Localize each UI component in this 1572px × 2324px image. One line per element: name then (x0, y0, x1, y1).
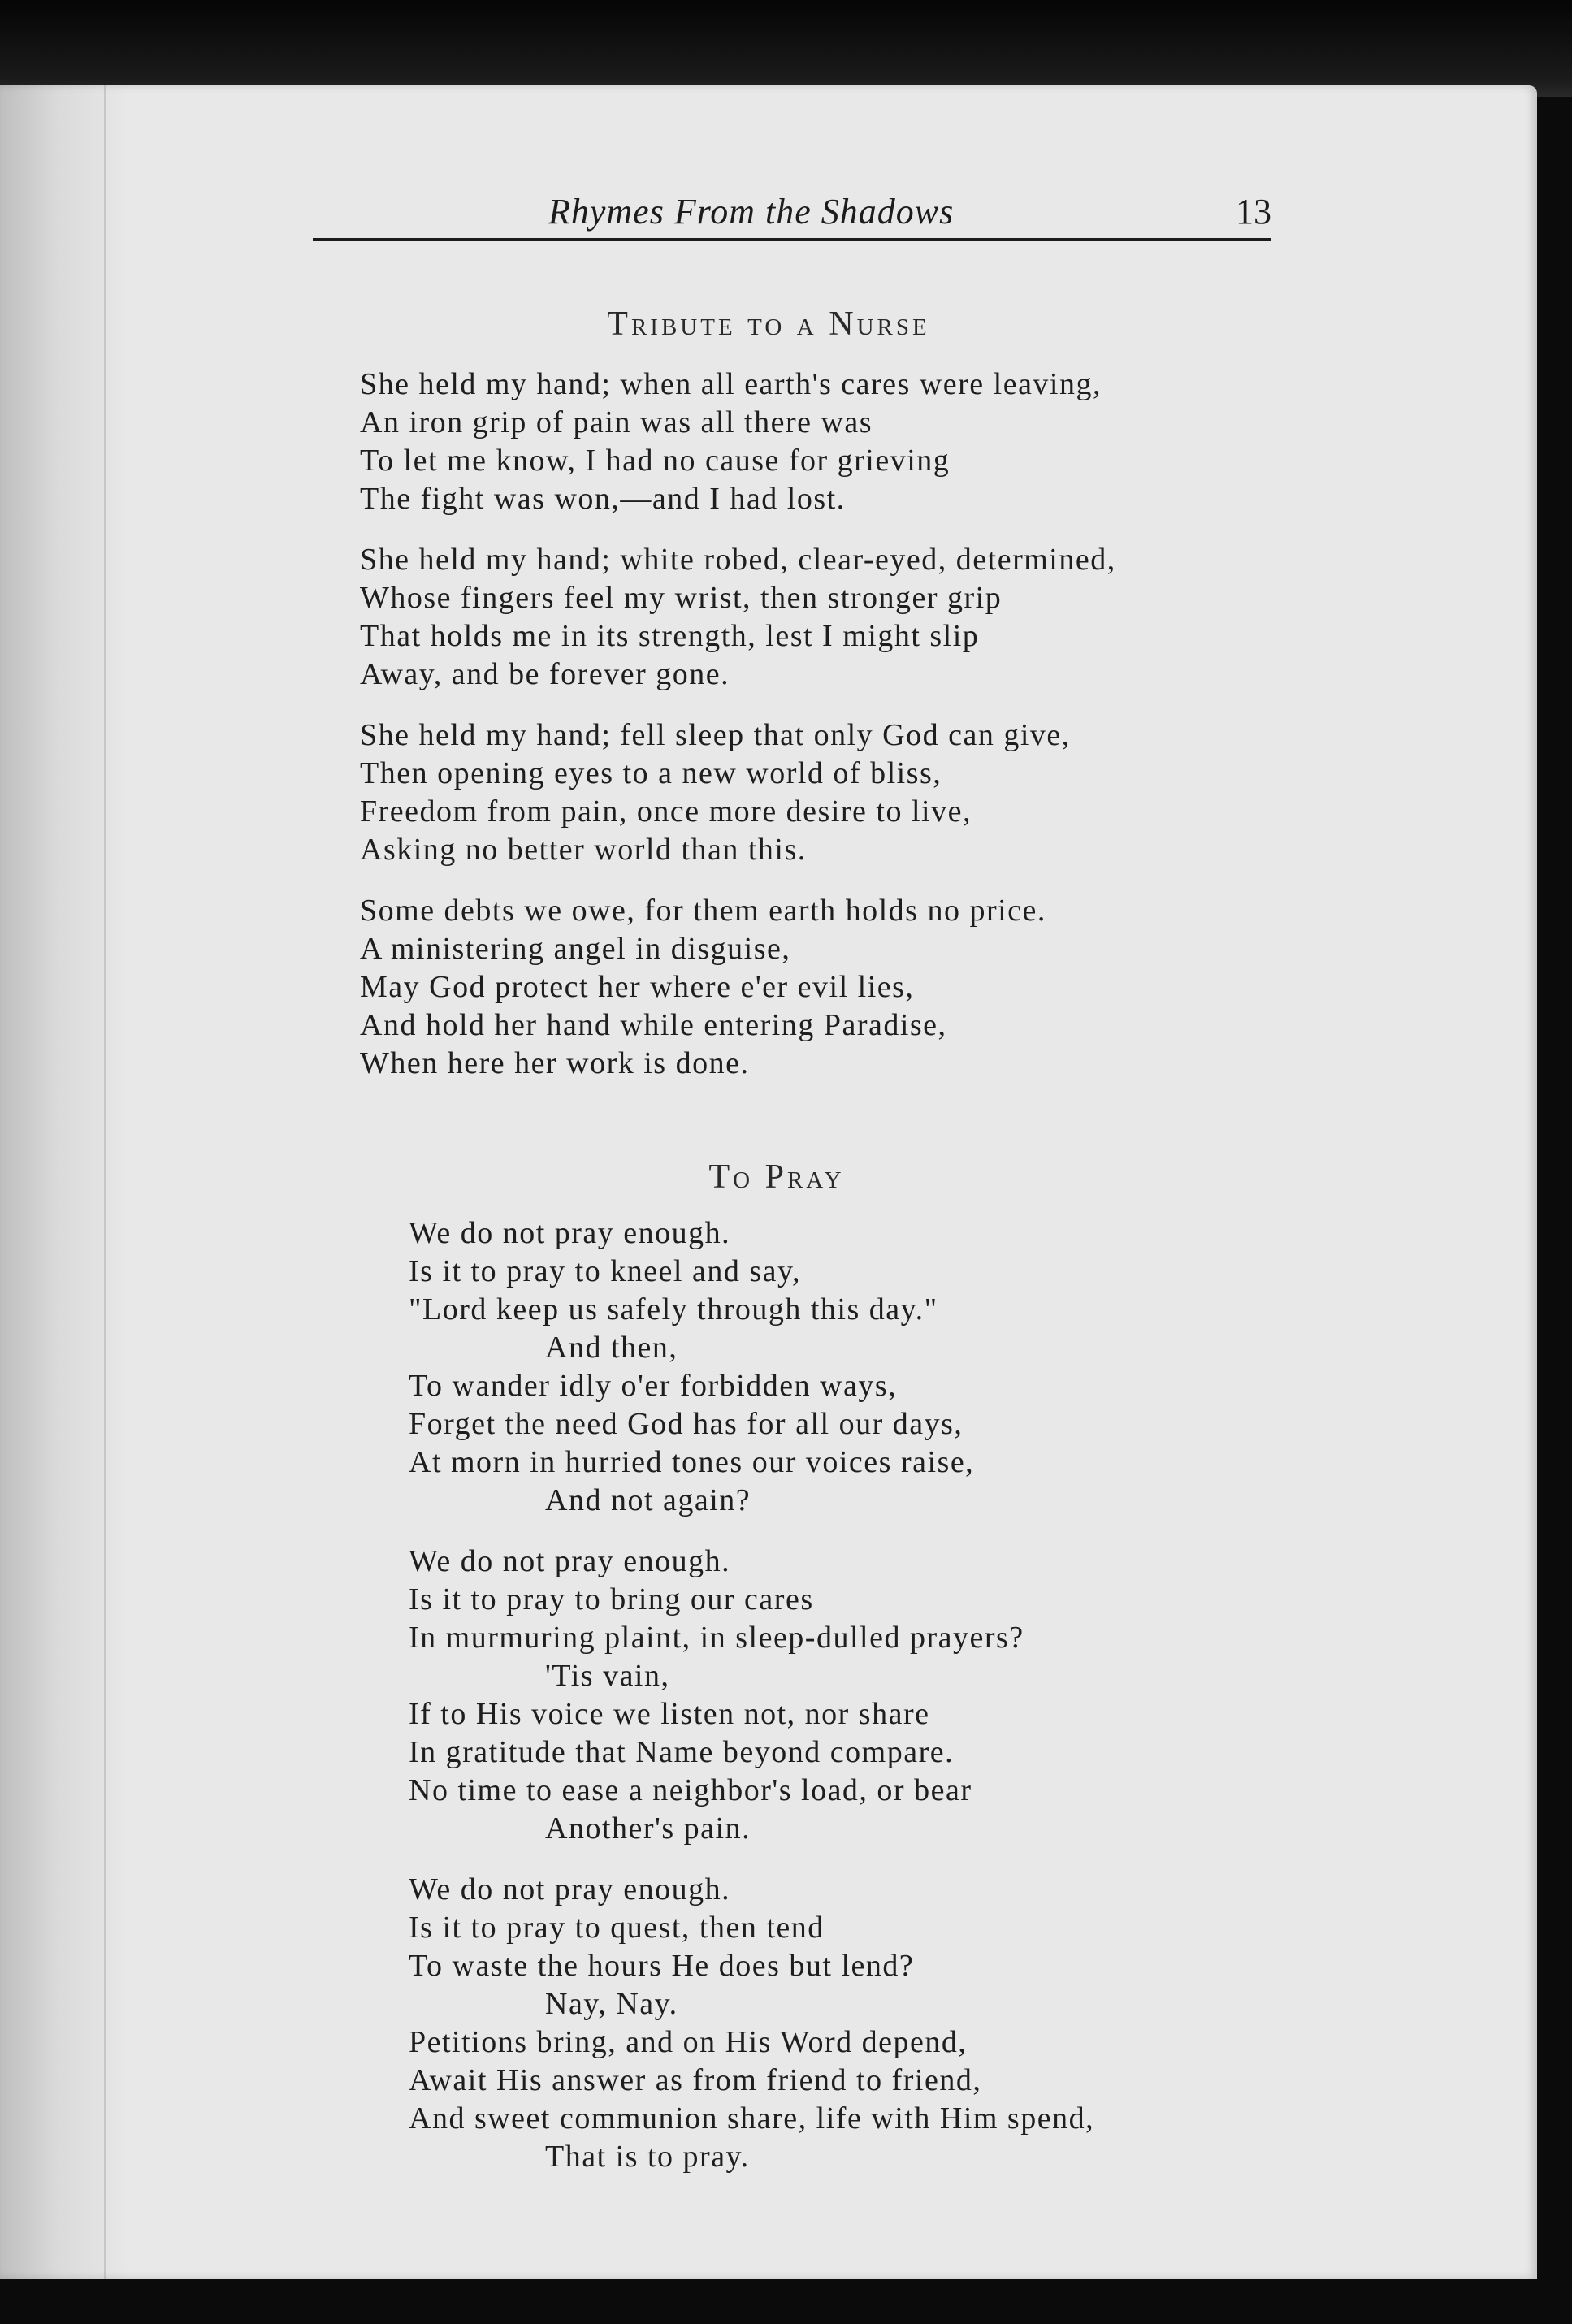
poem-line: If to His voice we listen not, nor share (409, 1697, 930, 1731)
poem-tribute-to-a-nurse (360, 366, 1116, 1106)
poem-line: That is to pray. (545, 2140, 750, 2174)
poem-line: We do not pray enough. (409, 1544, 731, 1578)
poem-line: We do not pray enough. (409, 1216, 731, 1250)
poem-title-tribute-to-a-nurse: Tribute to a Nurse (607, 305, 930, 343)
poem-line: No time to ease a neighbor's load, or bear (409, 1773, 972, 1807)
poem-line: To wander idly o'er forbidden ways, (409, 1369, 898, 1403)
poem-line: And then, (545, 1331, 678, 1365)
book-page (0, 85, 1537, 2279)
poem-line: To waste the hours He does but lend? (409, 1949, 915, 1983)
poem-to-pray (409, 1214, 1094, 2199)
poem-line: When here her work is done. (360, 1046, 750, 1080)
poem-line: She held my hand; when all earth's cares were leaving, (360, 367, 1102, 401)
poem-line: In gratitude that Name beyond compare. (409, 1735, 955, 1769)
poem-line: And sweet communion share, life with Him spend, (409, 2101, 1095, 2136)
poem-line: And hold her hand while entering Paradise, (360, 1008, 947, 1042)
poem-line: Another's pain. (545, 1811, 751, 1846)
running-title: Rhymes From the Shadows (548, 192, 955, 232)
stanza (360, 366, 1116, 518)
poem-line: Petitions bring, and on His Word depend, (409, 2025, 968, 2059)
poem-line: "Lord keep us safely through this day." (409, 1292, 938, 1326)
page-header (313, 183, 1271, 248)
poem-title-to-pray: To Pray (708, 1158, 845, 1196)
page-number: 13 (1236, 192, 1271, 232)
poem-line: She held my hand; fell sleep that only God can give, (360, 718, 1071, 752)
poem-line: Freedom from pain, once more desire to live, (360, 794, 972, 829)
poem-line: Then opening eyes to a new world of bliss, (360, 756, 942, 790)
poem-line: Forget the need God has for all our days, (409, 1407, 964, 1441)
poem-line: Is it to pray to kneel and say, (409, 1254, 802, 1288)
poem-line: And not again? (545, 1483, 751, 1517)
poem-line: Nay, Nay. (545, 1987, 678, 2021)
stanza (360, 541, 1116, 694)
scan-top-edge (0, 0, 1572, 97)
poem-line: 'Tis vain, (545, 1659, 670, 1693)
stanza (409, 1214, 1094, 1520)
poem-line: May God protect her where e'er evil lies, (360, 970, 915, 1004)
poem-line: In murmuring plaint, in sleep-dulled prayers? (409, 1621, 1024, 1655)
poem-line: Is it to pray to bring our cares (409, 1582, 814, 1616)
poem-line: Some debts we owe, for them earth holds no price. (360, 894, 1046, 928)
poem-line: At morn in hurried tones our voices raise, (409, 1445, 975, 1479)
poem-line: To let me know, I had no cause for grieving (360, 444, 951, 478)
poem-line: Asking no better world than this. (360, 833, 807, 867)
poem-line: She held my hand; white robed, clear-eyed, determined, (360, 543, 1116, 577)
poem-line: Whose fingers feel my wrist, then stronger grip (360, 581, 1003, 615)
stanza (360, 892, 1116, 1083)
poem-line: We do not pray enough. (409, 1872, 731, 1906)
poem-line: Away, and be forever gone. (360, 657, 730, 691)
header-rule (313, 238, 1271, 241)
poem-line: The fight was won,—and I had lost. (360, 482, 846, 516)
poem-line: That holds me in its strength, lest I might slip (360, 619, 980, 653)
stanza (409, 1543, 1094, 1848)
poem-line: Is it to pray to quest, then tend (409, 1911, 825, 1945)
stanza (409, 1871, 1094, 2176)
poem-line: Await His answer as from friend to friend, (409, 2063, 982, 2097)
stanza (360, 716, 1116, 869)
poem-line: An iron grip of pain was all there was (360, 405, 873, 439)
poem-line: A ministering angel in disguise, (360, 932, 791, 966)
